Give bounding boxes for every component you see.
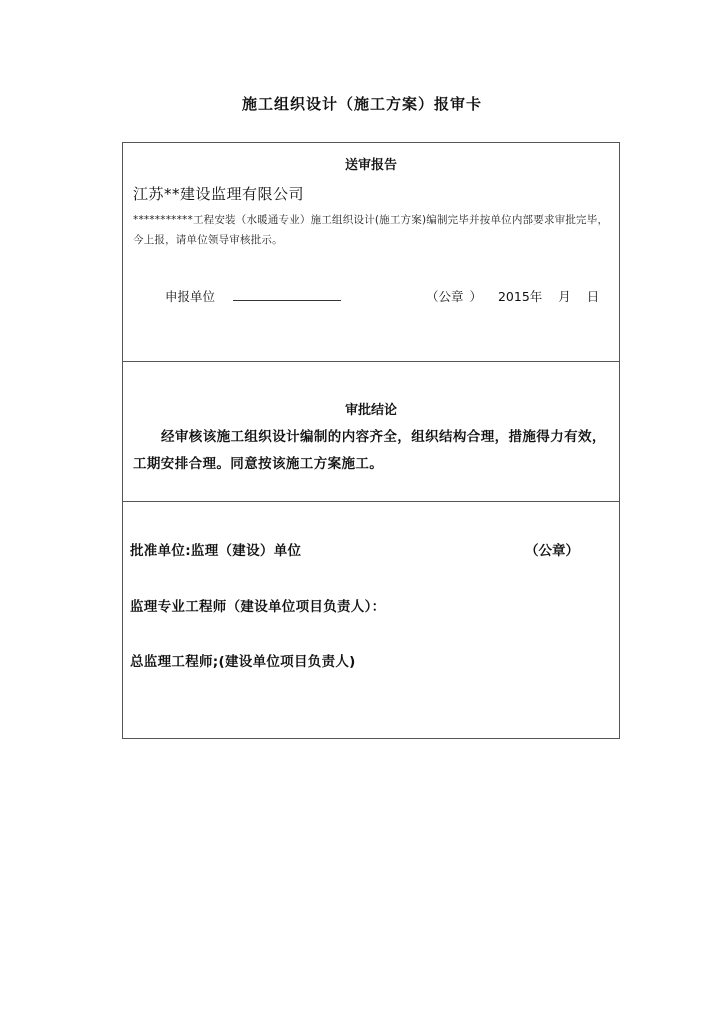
submission-body-text: ***********工程安装（水暖通专业）施工组织设计(施工方案)编制完毕并按单位内部要求审批完毕，今上报，请单位领导审核批示。	[133, 214, 609, 246]
approver-unit-label: 批准单位:监理（建设）单位	[130, 543, 302, 559]
month-field: 月	[558, 289, 571, 304]
approver-seal-label: （公章）	[525, 543, 579, 559]
document-title: 施工组织设计（施工方案）报审卡	[241, 95, 482, 113]
reporting-unit-label: 申报单位	[165, 289, 216, 304]
day-field: 日	[586, 289, 600, 304]
specialist-engineer-label: 监理专业工程师（建设单位项目负责人）：	[130, 599, 386, 615]
reporting-unit-blank-line	[233, 300, 341, 301]
submission-report-section	[123, 143, 619, 362]
approval-conclusion-section	[123, 362, 619, 502]
submission-heading: 送审报告	[344, 158, 397, 173]
seal-label: （公章 ）	[426, 289, 482, 304]
signoff-section	[123, 502, 619, 738]
company-name: 江苏**建设监理有限公司	[133, 185, 305, 203]
approval-heading: 审批结论	[344, 403, 397, 418]
chief-engineer-label: 总监理工程师;(建设单位项目负责人)	[130, 654, 356, 670]
approval-form-table	[122, 142, 620, 739]
approval-conclusion-text: 经审核该施工组织设计编制的内容齐全，组织结构合理，措施得力有效，工期安排合理。同意按该施工方案施工。	[133, 429, 606, 472]
seal-date-row	[426, 287, 599, 305]
year-field: 2015年	[497, 289, 543, 304]
